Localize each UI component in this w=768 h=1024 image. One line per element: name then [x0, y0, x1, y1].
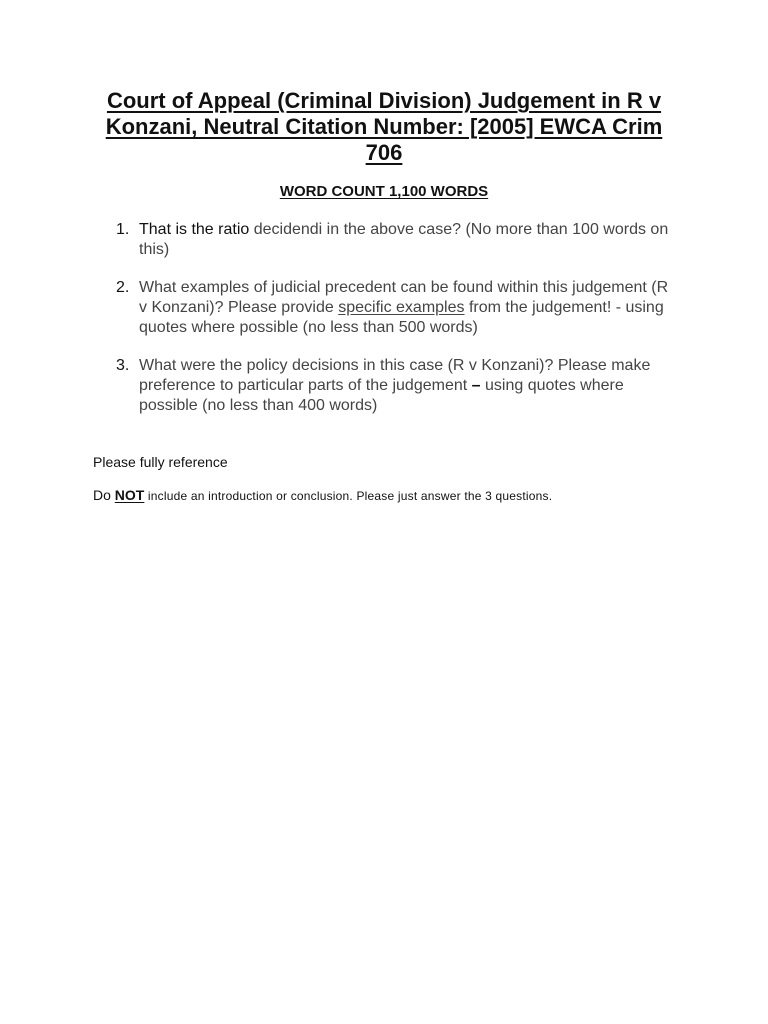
question-number: 2.: [116, 279, 130, 296]
instruction-prefix: Do: [93, 487, 115, 503]
instruction-text: include an introduction or conclusion. Please just answer the 3 questions.: [144, 489, 553, 503]
question-item: [116, 356, 676, 416]
instruction-emphasis: NOT: [114, 487, 145, 503]
instruction-line: [93, 487, 552, 505]
document-title: Court of Appeal (Criminal Division) Judgement in R v Konzani, Neutral Citation Number: [2005] EWCA Crim 706: [105, 88, 663, 165]
word-count-heading: WORD COUNT 1,100 WORDS: [279, 183, 489, 200]
question-emphasis: specific examples: [338, 299, 465, 316]
reference-note: Please fully reference: [93, 454, 228, 470]
question-number: 3.: [116, 357, 130, 374]
question-text: decidendi in the above case? (No more than 100 words on this): [139, 221, 669, 258]
question-list: [116, 220, 676, 434]
question-text: That is the ratio: [139, 221, 250, 238]
question-text: What examples of judicial precedent can be found within this judgement (R v Konzani)? Please provide: [139, 279, 669, 316]
question-text: from the judgement! - using quotes where possible (no less than 500 words): [139, 299, 664, 336]
question-item: [116, 220, 676, 260]
question-text: What were the policy decisions in this case (R v Konzani)? Please make preference to particular parts of the judgement: [139, 357, 651, 394]
question-number: 1.: [116, 221, 130, 238]
question-item: [116, 278, 676, 338]
question-text: using quotes where possible (no less than 400 words): [139, 377, 624, 414]
question-dash: –: [471, 377, 481, 394]
